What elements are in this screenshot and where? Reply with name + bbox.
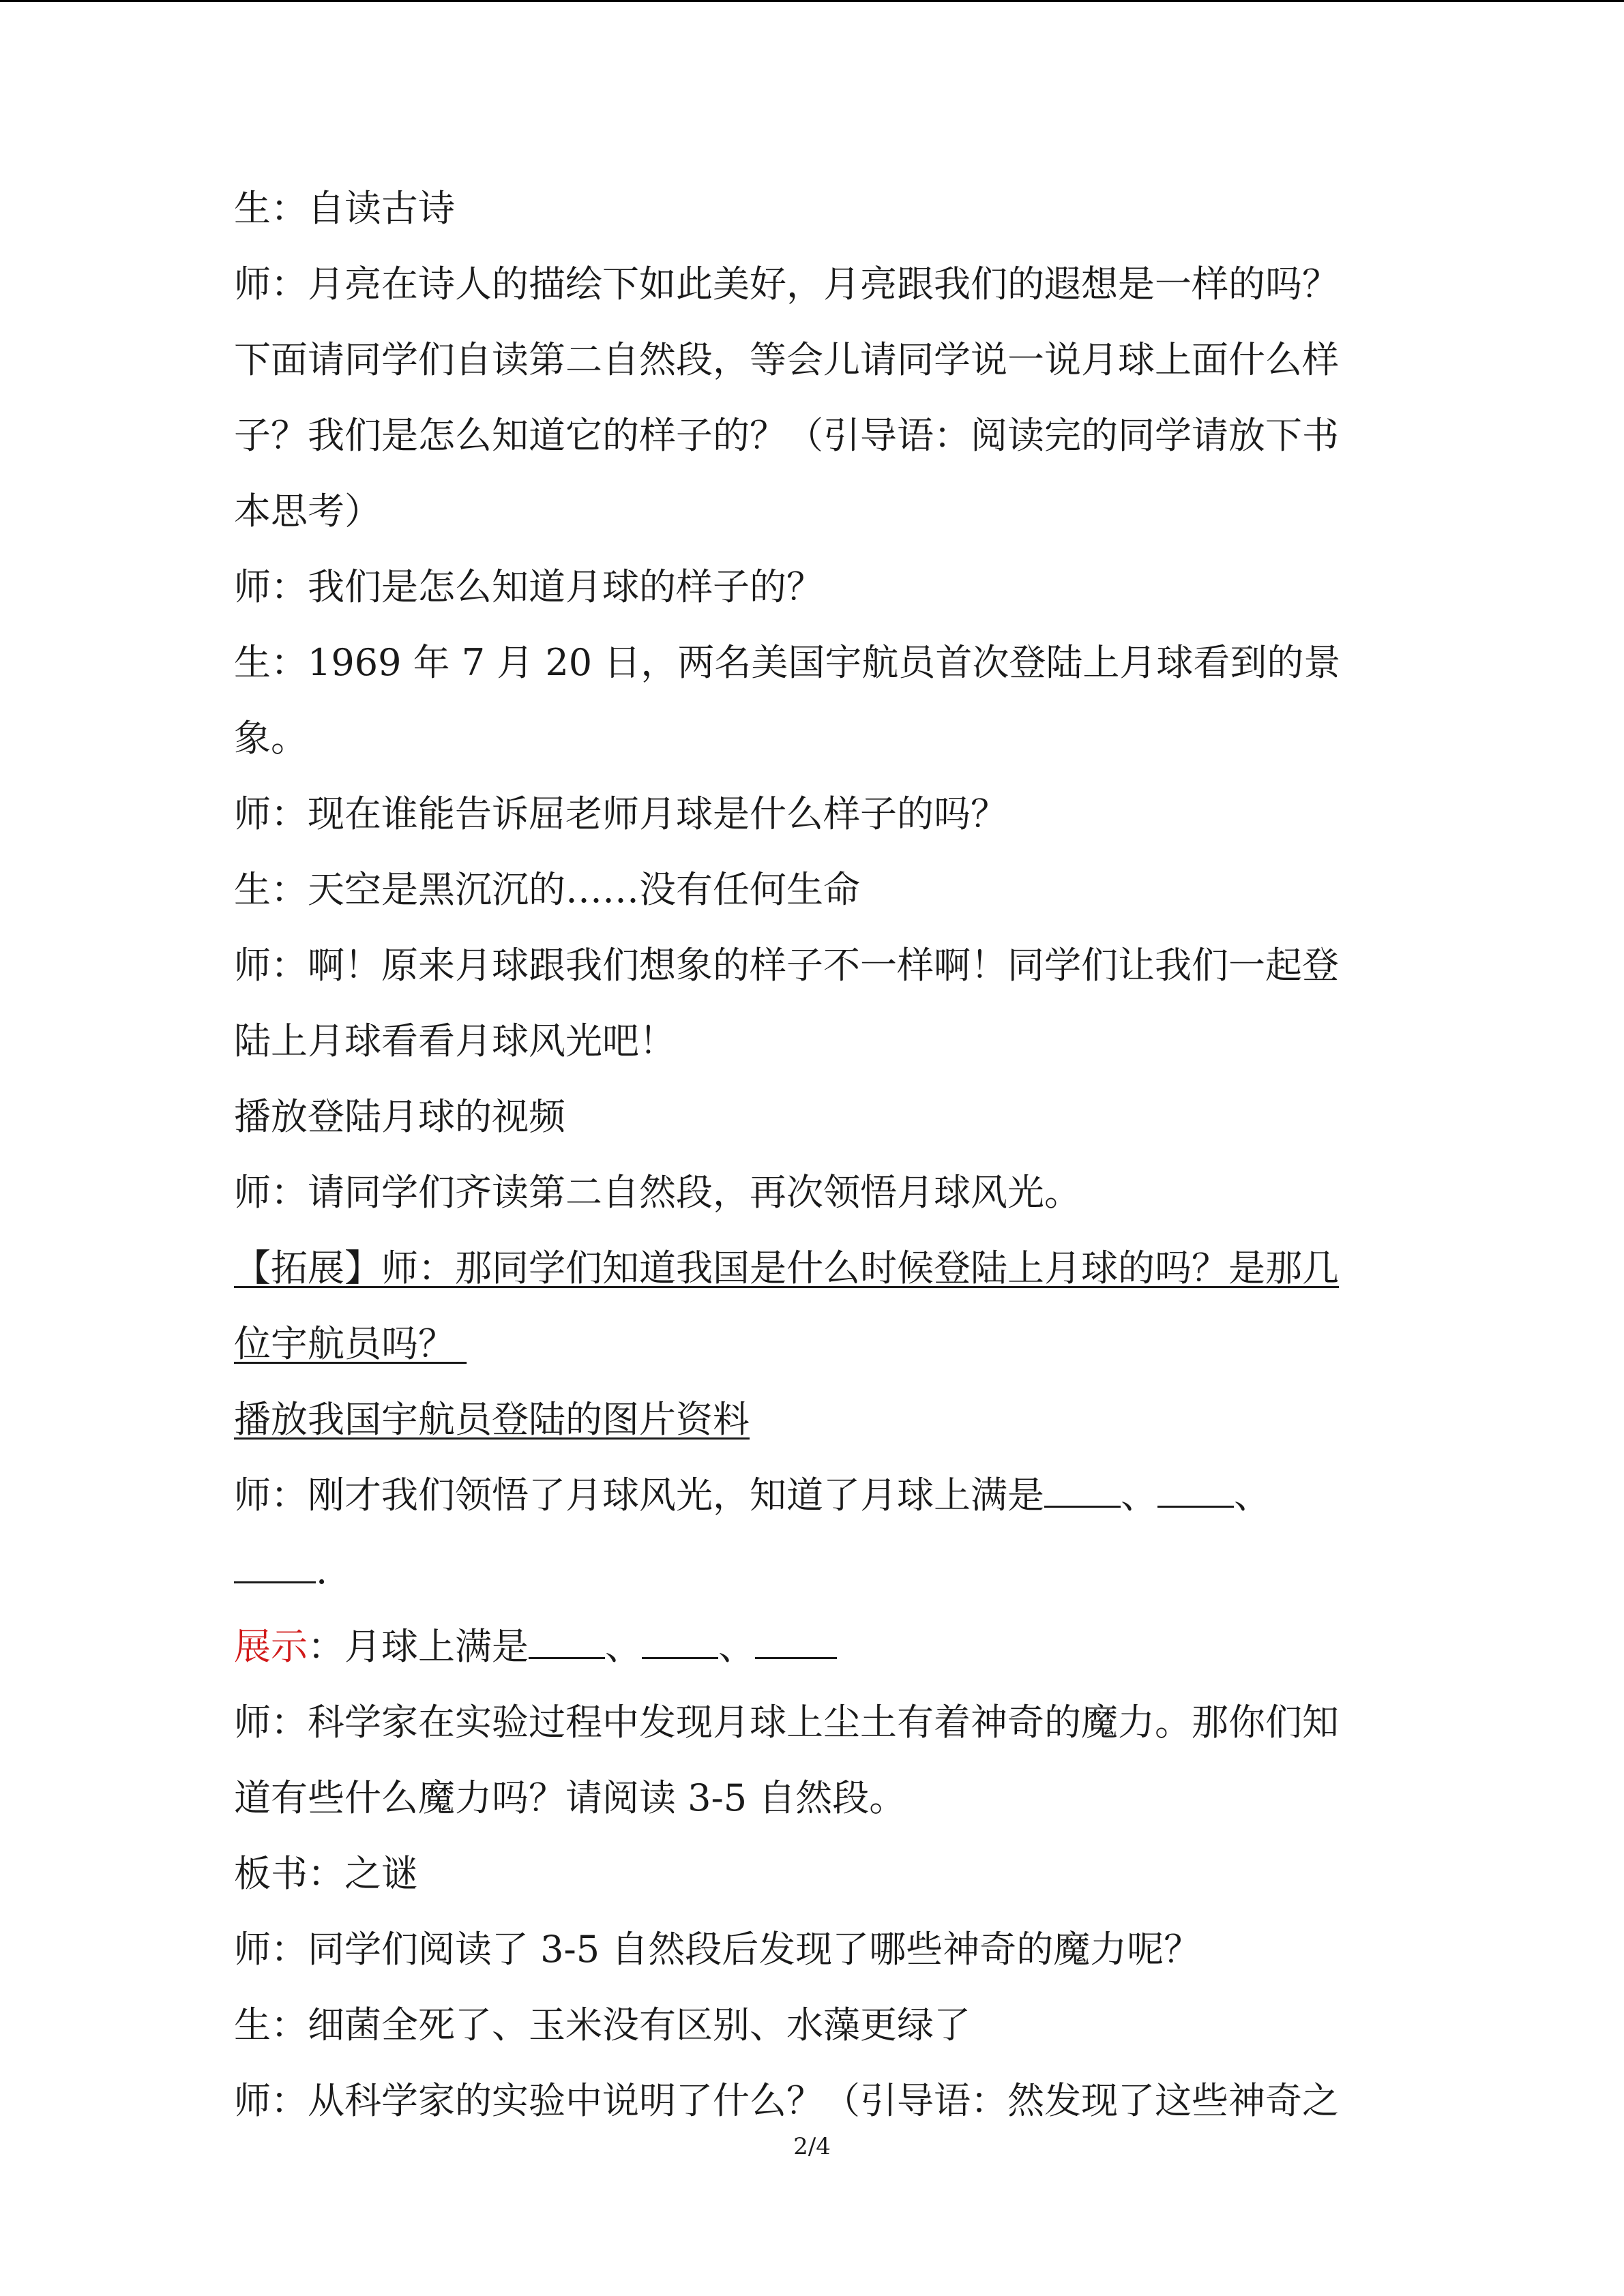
line-extension: [234, 1306, 1380, 1382]
line-teacher-question: 师：从科学家的实验中说明了什么？（引导语：然发现了这些神奇之: [234, 2079, 1339, 2122]
line-play-video: 播放登陆月球的视频: [234, 1095, 565, 1138]
line-student-answer: 生：1969 年 7 月 20 日，两名美国宇航员首次登陆上月球看到的景: [234, 641, 1341, 684]
line-teacher-remark: 师：科学家在实验过程中发现月球上尘土有着神奇的魔力。那你们知: [234, 1701, 1339, 1744]
line-paragraph: 陆上月球看看月球风光吧！: [234, 1019, 676, 1062]
play-images-text: 播放我国宇航员登陆的图片资料: [234, 1398, 750, 1441]
document-body: [234, 170, 1380, 2138]
line-teacher-question: 师：现在谁能告诉屈老师月球是什么样子的吗？: [234, 792, 1007, 835]
line-blackboard: 板书：之谜: [234, 1852, 418, 1895]
blank-2: [642, 1630, 718, 1659]
fill-in-text: 师：刚才我们领悟了月球风光，知道了月球上满是: [234, 1474, 1044, 1517]
line-teacher-question: 师：月亮在诗人的描绘下如此美好，月亮跟我们的遐想是一样的吗？: [234, 263, 1339, 305]
line-paragraph: 道有些什么魔力吗？请阅读 3-5 自然段。: [234, 1776, 906, 1819]
line-paragraph: 下面请同学们自读第二自然段，等会儿请同学说一说月球上面什么样: [234, 338, 1339, 381]
blank-3: [755, 1630, 837, 1659]
line-teacher-question: 师：同学们阅读了 3-5 自然段后发现了哪些神奇的魔力呢？: [234, 1928, 1201, 1971]
line-teacher-remark: 师：啊！原来月球跟我们想象的样子不一样啊！同学们让我们一起登: [234, 944, 1339, 987]
display-label: 展示: [234, 1625, 308, 1668]
line-student-answer: 生：细菌全死了、玉米没有区别、水藻更绿了: [234, 2003, 971, 2046]
line-play-images: [234, 1382, 1380, 1457]
blank-1: [1044, 1478, 1121, 1508]
extension-text: 位宇航员吗？: [234, 1322, 455, 1365]
extension-text: 【拓展】师：那同学们知道我国是什么时候登陆上月球的吗？是那几: [234, 1247, 1339, 1289]
page-number: 2/4: [793, 2133, 831, 2160]
blank-1: [529, 1630, 605, 1659]
blank-3: [234, 1554, 316, 1583]
display-text: ：月球上满是: [308, 1625, 529, 1668]
line-extension: [234, 1230, 1380, 1306]
blank-2: [1157, 1478, 1234, 1508]
line-paragraph: 象。: [234, 717, 308, 760]
line-paragraph: 子？我们是怎么知道它的样子的？（引导语：阅读完的同学请放下书: [234, 414, 1339, 457]
line-display: 展示：月球上满是 、 、: [234, 1609, 1380, 1684]
line-fill-in-blank-cont: .: [234, 1533, 1380, 1609]
line-teacher-instruction: 师：请同学们齐读第二自然段，再次领悟月球风光。: [234, 1171, 1081, 1214]
line-fill-in-blank: 师：刚才我们领悟了月球风光，知道了月球上满是 、 、: [234, 1474, 1271, 1517]
line-student-answer: 生：天空是黑沉沉的……没有任何生命: [234, 868, 860, 911]
line-teacher-question: 师：我们是怎么知道月球的样子的？: [234, 565, 823, 608]
top-border: [0, 0, 1624, 2]
line-paragraph: 本思考）: [234, 490, 381, 533]
line-student-read-poem: 生：自读古诗: [234, 187, 455, 230]
